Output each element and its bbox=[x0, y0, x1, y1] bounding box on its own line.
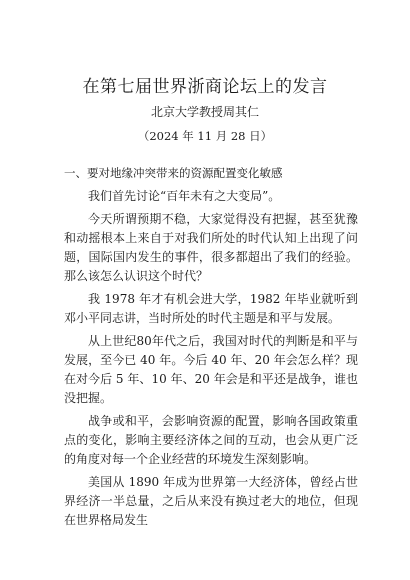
document-author: 北京大学教授周其仁 bbox=[150, 105, 259, 119]
document-title: 在第七届世界浙商论坛上的发言 bbox=[82, 77, 328, 97]
paragraph: 今天所谓预期不稳，大家觉得没有把握，甚至犹豫和动摇根本上来自于对我们所处的时代认知上出现了问题，国际国内发生的事件，很多都超出了我们的经验。那么该怎么认识这个时代？ bbox=[64, 212, 358, 283]
paragraph: 我 1978 年才有机会进大学，1982 年毕业就听到邓小平同志讲，当时所处的时代主题是和平与发展。 bbox=[64, 292, 358, 325]
document-date: （2024 年 11 月 28 日） bbox=[137, 129, 273, 143]
paragraph: 我们首先讨论“百年未有之大变局”。 bbox=[88, 189, 281, 203]
section-heading: 一、要对地缘冲突带来的资源配置变化敏感 bbox=[64, 166, 283, 180]
paragraph: 美国从 1890 年成为世界第一大经济体，曾经占世界经济一半总量，之后从来没有换过老大的地位，但现在世界格局发生 bbox=[64, 475, 358, 527]
document-body bbox=[64, 164, 358, 534]
paragraph: 从上世纪80年代之后，我国对时代的判断是和平与发展，至今已 40 年。今后 40 年、20 年会怎么样？现在对今后 5 年、10 年、20 年会是和平还是战争，谁也没把握。 bbox=[64, 334, 358, 405]
paragraph: 战争或和平，会影响资源的配置，影响各国政策重点的变化，影响主要经济体之间的互动，也会从更广泛的角度对每一个企业经营的环境发生深刻影响。 bbox=[64, 414, 358, 466]
